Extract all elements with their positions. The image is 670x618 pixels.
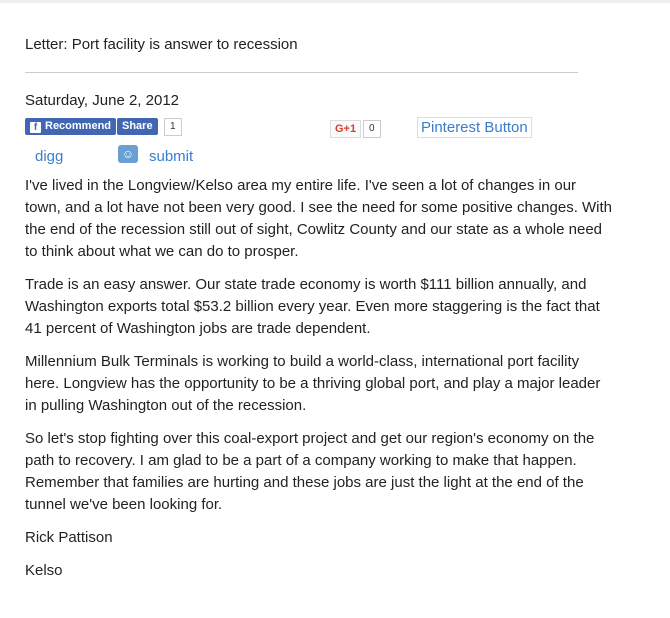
article-title: Letter: Port facility is answer to recession xyxy=(25,36,298,53)
digg-link[interactable]: digg xyxy=(35,148,64,165)
facebook-share-button[interactable] xyxy=(117,118,158,135)
paragraph: I've lived in the Longview/Kelso area my entire life. I've seen a lot of changes in our town, and a lot have not been very good. I see the need for some positive changes. With the end of the recession still out of sight, Cowlitz County and our state as a whole need to think about what we can do to prosper. xyxy=(25,177,613,260)
facebook-icon: f xyxy=(30,122,41,133)
author-name: Rick Pattison xyxy=(25,529,113,546)
divider xyxy=(25,72,578,73)
pinterest-button[interactable]: Pinterest Button xyxy=(417,117,532,138)
reddit-submit-link[interactable]: submit xyxy=(149,148,194,165)
google-plus-button[interactable]: G+1 xyxy=(330,120,361,138)
share-count: 1 xyxy=(164,118,182,136)
article-body xyxy=(25,175,615,593)
paragraph: Millennium Bulk Terminals is working to build a world-class, international port facility here. Longview has the opportunity to be a thriving global port, and play a major leader in pulling Washington out of the recession. xyxy=(25,353,601,414)
article-date: Saturday, June 2, 2012 xyxy=(25,92,179,109)
facebook-recommend-button[interactable] xyxy=(25,118,116,135)
share-label: Share xyxy=(122,120,153,132)
gplus-count: 0 xyxy=(363,120,381,138)
paragraph: Trade is an easy answer. Our state trade economy is worth $111 billion annually, and Washington exports total $53.2 billion every year. Even more staggering is the fact that 41 percent of Washington jobs are trade dependent. xyxy=(25,276,600,337)
reddit-alien-icon[interactable]: ☺ xyxy=(118,145,138,163)
recommend-label: Recommend xyxy=(45,120,112,132)
author-location: Kelso xyxy=(25,562,63,579)
top-border xyxy=(0,0,670,3)
paragraph: So let's stop fighting over this coal-export project and get our region's economy on the path to recovery. I am glad to be a part of a company working to make that happen. Remember that families are hurting and these jobs are just the light at the end of the tunnel we've been looking for. xyxy=(25,430,595,513)
